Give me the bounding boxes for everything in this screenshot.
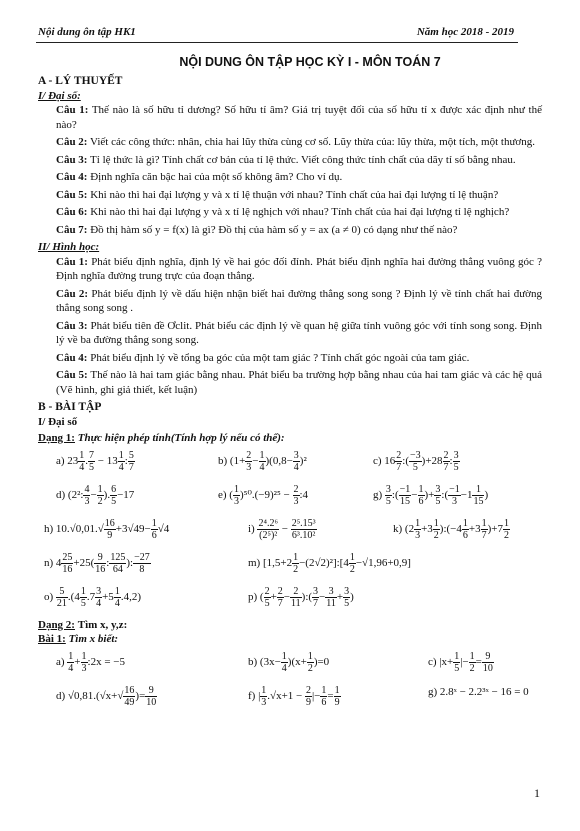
formula-n: n) 4 $\frac{25}{16}$ +25( $\frac{9}{16}$ : $\frac{125}{64}$ ): $\frac{-27}{8}$ (44, 551, 150, 575)
formula-h: h) 10.√0,01.√ $\frac{16}{9}$ +3√49− $\frac{1}{6}$ √4 (44, 517, 170, 541)
equation-b: b) (3x− $\frac{1}{4}$ )(x+ $\frac{1}{2}$ )=0 (248, 650, 330, 674)
algebra-question (38, 153, 542, 168)
geometry-heading: II/ Hình học: (38, 241, 100, 253)
formula-o: o) $\frac{5}{21}$ .(4 $\frac{1}{5}$ .7 $\frac{3}{4}$ +5 $\frac{1}{4}$ .4,2) (44, 585, 141, 609)
formula-row (38, 651, 542, 685)
question-text: Khi nào thì hai đại lượng y và x tỉ lệ thuận với nhau? Tính chất của hai đại lượng tỉ lệ thuận? (90, 188, 499, 201)
formula-row (38, 484, 542, 518)
form2-text: Tìm x, y,z: (77, 618, 128, 631)
formula-row (38, 552, 542, 586)
form1-label: Dạng 1: (38, 432, 75, 444)
question-text: Đồ thị hàm số y = f(x) là gì? Đồ thị của hàm số y = ax (a ≠ 0) có dạng như thế nào? (90, 223, 458, 236)
exercises-algebra-heading: I/ Đại số (38, 415, 78, 428)
formula-e: e) ( $\frac{1}{3}$ )⁵⁰.(−9)²⁵ − $\frac{2}{3}$ :4 (218, 483, 309, 507)
question-text: Phát biểu định nghĩa, định lý về hai góc đối đỉnh. Phát biểu định nghĩa hai đường thẳng vuông góc ? Định nghĩa đường trung trực của đoạn thẳng. (56, 255, 543, 282)
formula-m: m) [1,5+2 $\frac{1}{2}$ −(2√2)²]:[4 $\frac{1}{2}$ −√1,96+0,9] (248, 551, 411, 575)
algebra-question (38, 188, 542, 203)
question-text: Thế nào là số hữu tỉ dương? Số hữu tỉ âm? Giá trị tuyệt đối của số hữu tỉ x được xác định như thế nào? (56, 104, 542, 131)
lesson1-label: Bài 1: (38, 633, 66, 645)
formula-d: d) (2²: $\frac{4}{3}$ − $\frac{1}{2}$ ). $\frac{6}{5}$ −17 (56, 483, 135, 507)
formula-row (38, 586, 542, 620)
question-text: Thế nào là hai tam giác bằng nhau. Phát biểu ba trường hợp bằng nhau của hai tam giác và các hệ quả (Vẽ hình, ghi giả thiết, kết luận) (56, 369, 542, 396)
form1-text: Thực hiện phép tính(Tính hợp lý nếu có thể): (77, 432, 285, 444)
header-left: Nội dung ôn tập HK1 (38, 26, 136, 38)
question-text: Định nghĩa căn bậc hai của một số không âm? Cho ví dụ. (90, 171, 343, 183)
formula-row (38, 685, 542, 719)
page-number: 1 (534, 786, 540, 800)
geometry-question (38, 351, 542, 366)
exercises-heading: B - BÀI TẬP (38, 401, 102, 413)
question-label: Câu 1: (56, 104, 89, 116)
formula-row (38, 450, 542, 484)
form2-label: Dạng 2: (38, 618, 75, 631)
question-label: Câu 3: (56, 153, 88, 166)
equation-g: g) 2.8ˣ − 2.2³ˣ − 16 = 0 (428, 685, 529, 698)
document-title: NỘI DUNG ÔN TẬP HỌC KỲ I - MÔN TOÁN 7 (179, 55, 441, 69)
algebra-question (38, 170, 542, 185)
question-label: Câu 3: (56, 319, 88, 332)
lesson1-heading (38, 632, 542, 647)
question-text: Phát biểu định lý về dấu hiện nhận biết hai đường thẳng song song ? Định lý về tính chất hai đường thẳng song song . (56, 287, 542, 314)
equation-f: f) | $\frac{1}{3}$ .√x+1 − $\frac{2}{9}$ |− $\frac{1}{6}$ = $\frac{1}{9}$ (248, 684, 340, 708)
form2-heading (38, 618, 542, 633)
equation-d: d) √0,81.(√x+√ $\frac{16}{49}$ )= $\frac{9}{10}$ (56, 684, 157, 708)
theory-heading: A - LÝ THUYẾT (38, 75, 123, 87)
algebra-question (38, 135, 542, 150)
formula-i: i) $\frac{\text{2⁴.2⁶}}{\text{(2⁵)²}}$ − $\frac{\text{2⁵.15³}}{\text{6³.10²}}$ (248, 517, 316, 541)
algebra-question (38, 223, 542, 238)
formula-g: g) $\frac{3}{5}$ :( $\frac{-1}{15}$ − $\frac{1}{6}$ )+ $\frac{3}{5}$ :( $\frac{-1}{3}$ −1 $\frac{1}{15}$ ) (373, 483, 489, 507)
question-label: Câu 5: (56, 369, 88, 381)
question-text: Viết các công thức: nhân, chia hai lũy thừa cùng cơ số. Lũy thừa của: lũy thừa, một tích, một thương. (90, 136, 535, 148)
formula-p: p) ( $\frac{2}{5}$ + $\frac{2}{7}$ − $\frac{2}{11}$ ):( $\frac{3}{7}$ − $\frac{3}{11}$ + $\frac{3}{5}$ ) (248, 585, 354, 609)
formula-k: k) (2 $\frac{1}{3}$ +3 $\frac{1}{2}$ ):(−4 $\frac{1}{6}$ +3 $\frac{1}{7}$ )+7 $\frac{1}{2}$ (393, 517, 509, 541)
formula-c: c) 16 $\frac{2}{7}$ :( $\frac{-3}{5}$ )+28 $\frac{2}{7}$ : $\frac{3}{5}$ (373, 449, 459, 473)
question-text: Tỉ lệ thức là gì? Tính chất cơ bản của tỉ lệ thức. Viết công thức tính chất của dãy tỉ số bằng nhau. (90, 153, 516, 166)
question-label: Câu 2: (56, 136, 88, 148)
equation-a: a) $\frac{1}{4}$ + $\frac{1}{3}$ :2x = −5 (56, 650, 125, 674)
formula-row (38, 518, 542, 552)
form1-heading (38, 431, 542, 446)
algebra-heading: I/ Đại số: (38, 89, 81, 102)
formula-b: b) (1+ $\frac{2}{3}$ − $\frac{1}{4}$ )(0,8− $\frac{3}{4}$ )² (218, 449, 307, 473)
geometry-question (38, 255, 542, 284)
question-label: Câu 5: (56, 188, 88, 201)
header-divider (36, 42, 518, 43)
question-text: Phát biểu định lý về tổng ba góc của một tam giác ? Tính chất góc ngoài của tam giác. (90, 351, 470, 364)
question-label: Câu 1: (56, 255, 88, 268)
algebra-question (38, 103, 542, 132)
question-label: Câu 6: (56, 206, 88, 218)
question-label: Câu 4: (56, 171, 88, 183)
question-label: Câu 2: (56, 287, 89, 300)
geometry-question (38, 319, 542, 348)
formula-a: a) 23 $\frac{1}{4}$ . $\frac{7}{5}$ − 13 $\frac{1}{4}$ : $\frac{5}{7}$ (56, 449, 134, 473)
geometry-question (38, 368, 542, 397)
document-body (38, 74, 542, 719)
question-text: Khi nào thì hai đại lượng y và x tỉ lệ nghịch với nhau? Tính chất của hai đại lượng tỉ lệ nghịch? (90, 206, 510, 218)
question-label: Câu 4: (56, 351, 88, 364)
question-text: Phát biểu tiên đề Ơclit. Phát biểu các định lý về quan hệ giữa tính vuông góc với tính song song. Định lý về ba đường thẳng song song. (56, 319, 542, 346)
geometry-question (38, 287, 542, 316)
header-right: Năm học 2018 - 2019 (416, 26, 514, 38)
question-label: Câu 7: (56, 223, 88, 236)
equation-c: c) |x+ $\frac{1}{5}$ |− $\frac{1}{2}$ = $\frac{9}{10}$ (428, 650, 493, 674)
lesson1-text: Tìm x biết: (68, 633, 119, 645)
algebra-question (38, 205, 542, 220)
